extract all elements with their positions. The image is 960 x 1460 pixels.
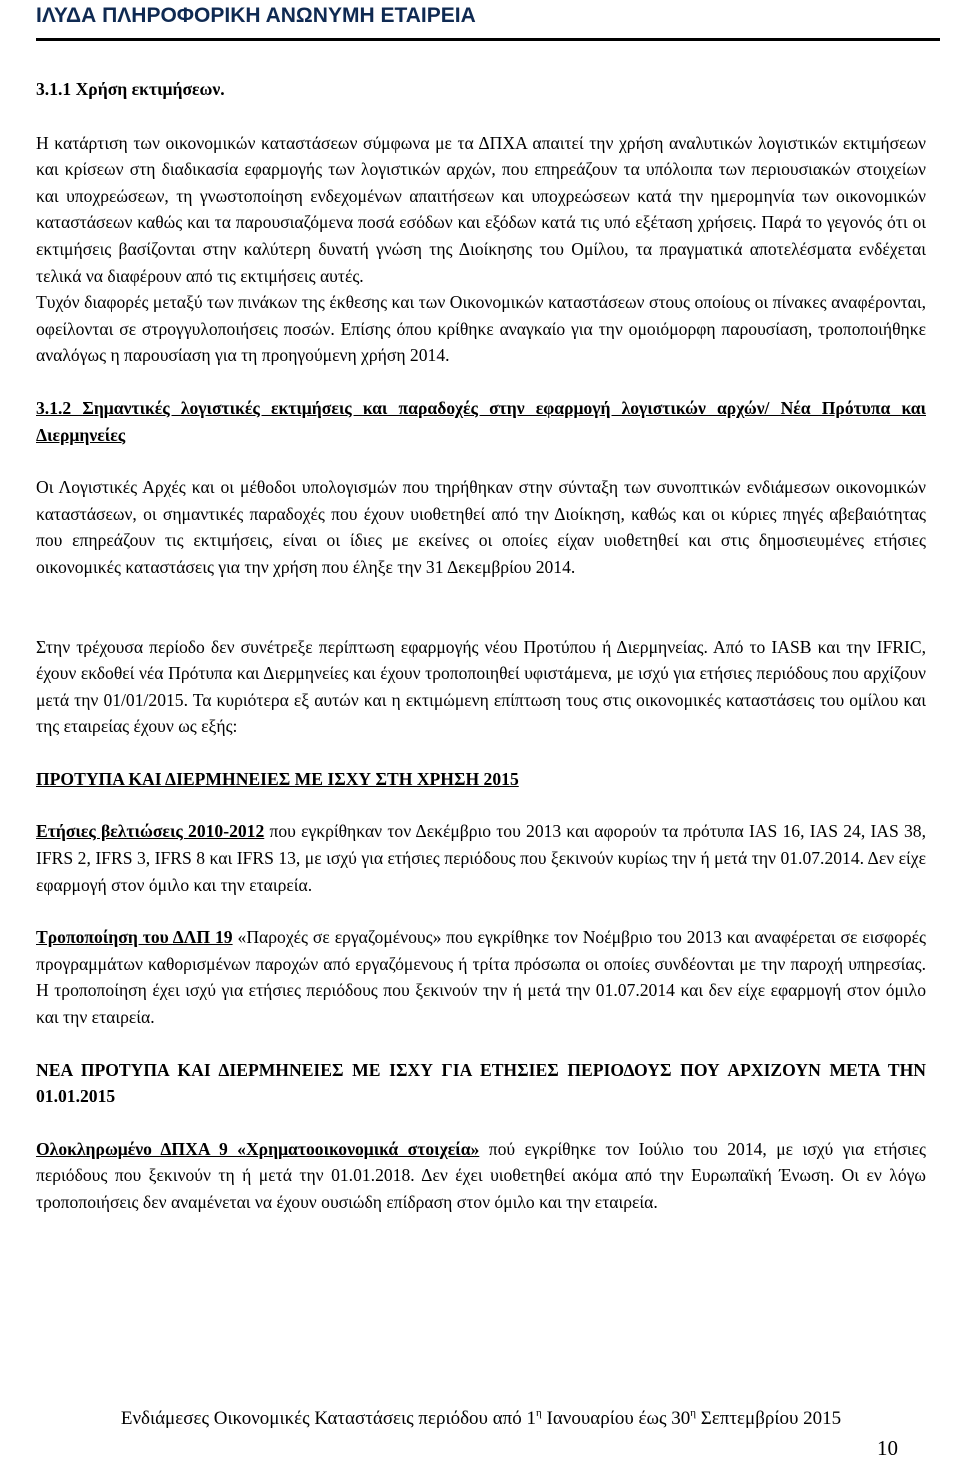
section-311-title: 3.1.1 Χρήση εκτιμήσεων. — [36, 79, 225, 99]
standard-item-annual-improvements — [36, 818, 926, 898]
standards-in-use-heading: ΠΡΟΤΥΠΑ ΚΑΙ ΔΙΕΡΜΗΝΕΙΕΣ ΜΕ ΙΣΧΥ ΣΤΗ ΧΡΗΣΗ 2015 — [36, 768, 519, 789]
standard-item-text: πού εγκρίθηκε τον Ιούλιο του 2014, με ισχύ για ετήσιες περιόδους που ξεκινούν τη ή μετά την 01.01.2018. Δεν έχει υιοθετηθεί ακόμα από την Ευρωπαϊκή Ένωση. Οι εν λόγω τροποποιήσεις δεν αναμένεται να έχουν ουσιώδη επίδραση στον όμιλο και την εταιρεία. — [36, 1138, 926, 1212]
standard-item-ifrs9 — [36, 1136, 926, 1216]
document-body — [36, 76, 926, 1216]
section-312-paragraph-2: Στην τρέχουσα περίοδο δεν συνέτρεξε περίπτωση εφαρμογής νέου Προτύπου ή Διερμηνείας. Από το IASB και την IFRIC, έχουν εκδοθεί νέα Πρότυπα και Διερμηνείες και έχουν τροποποιηθεί υφιστάμενα, με ισχύ για ετήσιες περιόδους που αρχίζουν μετά την 01/01/2015. Τα κυριότερα εξ αυτών και η εκτιμώμενη επίπτωση τους στις οικονομικές καταστάσεις του ομίλου και της εταιρείας έχουν ως εξής: — [36, 636, 926, 737]
section-312-paragraph-1: Οι Λογιστικές Αρχές και οι μέθοδοι υπολογισμών που τηρήθηκαν στην σύνταξη των συνοπτικών ενδιάμεσων οικονομικών καταστάσεων, οι σημαντικές παραδοχές που έχουν υιοθετηθεί από την Διοίκηση, καθώς και οι κύριες πηγές αβεβαιότητας που επηρεάζουν τις εκτιμήσεις, είναι οι ίδιες με εκείνες οι οποίες είχαν υιοθετηθεί και στις δημοσιευμένες ετήσιες οικονομικές καταστάσεις για την χρήση που έληξε την 31 Δεκεμβρίου 2014. — [36, 477, 926, 577]
standard-item-text: που εγκρίθηκαν τον Δεκέμβριο του 2013 και αφορούν τα πρότυπα IAS 16, IAS 24, IAS 38, IFRS 2, IFRS 3, IFRS 8 και IFRS 13, με ισχύ για ετήσιες περιόδους που ξεκινούν κυρίως την ή μετά την 01.07.2014. Δεν είχε εφαρμογή στον όμιλο και την εταιρεία. — [36, 821, 926, 895]
section-312-title: 3.1.2 Σημαντικές λογιστικές εκτιμήσεις και παραδοχές στην εφαρμογή λογιστικών αρχών/ Νέα Πρότυπα και Διερμηνείες — [36, 397, 926, 445]
section-311-paragraph-2: Τυχόν διαφορές μεταξύ των πινάκων της έκθεσης και των Οικονομικών καταστάσεων στους οποίους οι πίνακες αναφέρονται, οφείλονται σε στρογγυλοποιήσεις ποσών. Επίσης όπου κρίθηκε αναγκαίο για την ομοιόμορφη παρουσίαση, τροποποιήθηκε αναλόγως η παρουσίαση για τη προηγούμενη χρήση 2014. — [36, 292, 926, 366]
new-standards-heading: ΝΕΑ ΠΡΟΤΥΠΑ ΚΑΙ ΔΙΕΡΜΗΝΕΙΕΣ ΜΕ ΙΣΧΥ ΓΙΑ ΕΤΗΣΙΕΣ ΠΕΡΙΟΔΟΥΣ ΠΟΥ ΑΡΧΙΖΟΥΝ ΜΕΤΑ ΤΗΝ 01.01.2015 — [36, 1059, 926, 1107]
standard-item-title: Τροποποίηση του ΔΛΠ 19 — [36, 927, 233, 948]
standard-item-ias19 — [36, 924, 926, 1030]
page-number: 10 — [877, 1436, 898, 1460]
page-footer: Ενδιάμεσες Οικονομικές Καταστάσεις περιόδου από $1^\eta$ Ιανουαρίου έως $30^\eta$ Σεπτεμβρίου 2015 — [120, 1407, 842, 1429]
standard-item-title: Ετήσιες βελτιώσεις 2010-2012 — [36, 821, 265, 842]
standard-item-text: «Παροχές σε εργαζομένους» που εγκρίθηκε τον Νοέμβριο του 2013 και αναφέρεται σε εισφορές προγραμμάτων καθορισμένων παροχών από εργαζόμενους ή τρίτα πρόσωπα οι οποίες συνδέονται με την παροχή υπηρεσίας. Η τροποποίηση έχει ισχύ για ετήσιες περιόδους που ξεκινούν την ή μετά την 01.07.2014 και δεν είχε εφαρμογή στον όμιλο και την εταιρεία. — [36, 927, 926, 1028]
company-header: ΙΛΥΔΑ ΠΛΗΡΟΦΟΡΙΚΗ ΑΝΩΝΥΜΗ ΕΤΑΙΡΕΙΑ — [36, 4, 476, 27]
header-divider — [36, 38, 940, 41]
section-311-paragraph-1: Η κατάρτιση των οικονομικών καταστάσεων σύμφωνα με τα ΔΠΧΑ απαιτεί την χρήση αναλυτικών λογιστικών εκτιμήσεων και κρίσεων στη διαδικασία εφαρμογής των λογιστικών αρχών, που επηρεάζουν τα υπόλοιπα των περιουσιακών στοιχείων και υποχρεώσεων, τη γνωστοποίηση ενδεχομένων απαιτήσεων και υποχρεώσεων κατά την ημερομηνία των οικονομικών καταστάσεων καθώς και τα παρουσιαζόμενα ποσά εσόδων και εξόδων κατά τις υπό εξέταση χρήσεις. Παρά το γεγονός ότι οι εκτιμήσεις βασίζονται στην καλύτερη δυνατή γνώση της Διοίκησης του Ομίλου, τα πραγματικά αποτελέσματα ενδέχεται τελικά να διαφέρουν από τις εκτιμήσεις αυτές. — [36, 132, 926, 286]
standard-item-title: Ολοκληρωμένο ΔΠΧΑ 9 «Χρηματοοικονομικά στοιχεία» — [36, 1138, 480, 1159]
